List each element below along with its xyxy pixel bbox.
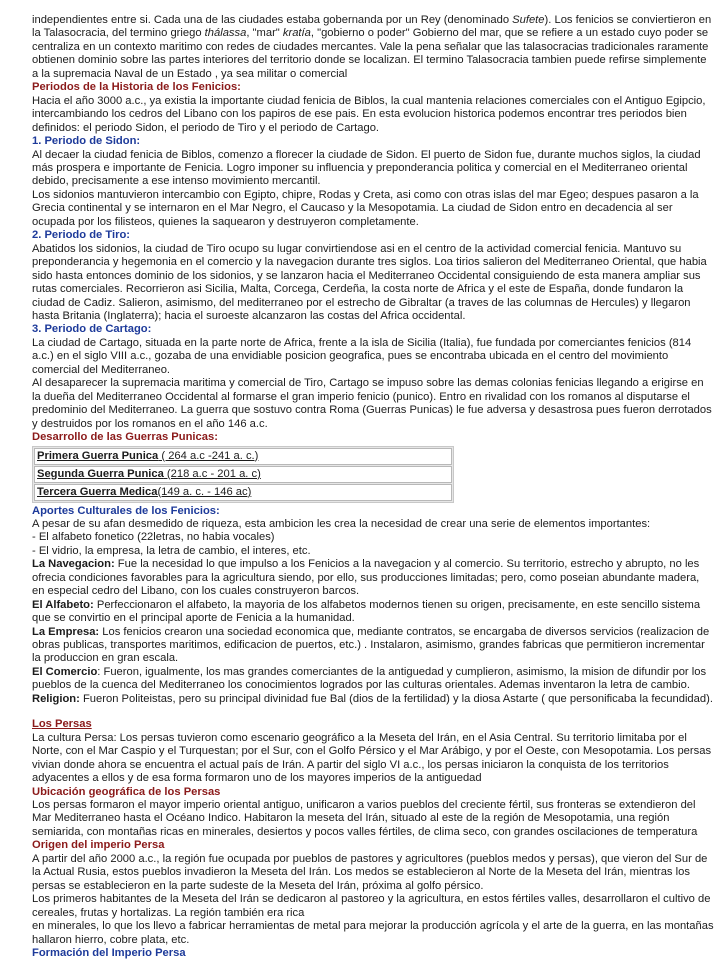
guerra-name: Tercera Guerra Medica xyxy=(37,485,158,498)
cartago-paragraph-1: La ciudad de Cartago, situada en la parte norte de Africa, frente a la isla de Sicilia (Italia), fue fundada por comerciantes fenicios (814 a.c.) en el siglo VIII a.c., gozaba de una envidiable posicion geografica, pues se encontraba ubicada en el centro del movimiento comercial del Mediterraneo. xyxy=(32,336,692,376)
persas-paragraph: La cultura Persa: Los persas tuvieron como escenario geográfico a la Meseta del Irán, en el Asia Central. Su territorio limitaba por el Norte, con el Mar Caspio y el Turquestan; por el Sur, con el Golfo Pérsico y el Mar Arábigo, y por el Oeste, con Mesopotamia. Los persas vivian donde ahora se encuentra el actual país de Irán. A partir del siglo VI a.c., los persas iniciaron la conquista de los territorios adyacentes a ellos y de esa forma formaron uno de los mayores imperios de la antiguedad xyxy=(32,731,712,785)
origen-paragraph-3: en minerales, lo que los llevo a fabricar herramientas de metal para mejorar la producción agrícola y el arte de la guerra, en las montañas hallaron hierro, cobre plata, etc. xyxy=(32,920,714,946)
formacion-heading: Formación del Imperio Persa xyxy=(32,947,186,959)
origen-paragraph-1: A partir del año 2000 a.c., la región fue ocupada por pueblos de pastores y agricultores (pueblos medos y persas), que vieron del Sur de la Actual Rusia, estos pueblos invadieron la Meseta del Irán. Los medos se establecieron al Norte de la Meseta del Irán, mientras los persas se establecieron en la parte sudeste de la Meseta del Irán, próxima al golfo pérsico. xyxy=(32,852,708,892)
intro-text-1: independientes entre si. Cada una de las ciudades estaba gobernanda por un Rey (denominado xyxy=(32,14,513,26)
empresa-label: La Empresa: xyxy=(32,625,100,638)
guerra-dates: ( 264 a.c -241 a. c.) xyxy=(158,449,259,462)
sufete-term: Sufete xyxy=(512,14,545,26)
thalassa-term: thálassa xyxy=(204,27,247,40)
guerras-table xyxy=(32,446,454,503)
cartago-heading: 3. Periodo de Cartago: xyxy=(32,323,152,336)
religion-label: Religion: xyxy=(32,692,80,705)
navegacion-text: Fue la necesidad lo que impulso a los Fenicios a la navegacion y al comercio. Su territorio, estrecho y abrupto, no les ofrecia condiciones favorables para la agricultura siendo, por ello, sus producciones limitadas; pero, como poseian abundante madera, en especial cedro del Libano, con los cuales construyeron barcos. xyxy=(32,558,700,598)
comercio-text: : Fueron, igualmente, los mas grandes comerciantes de la antiguedad y cumplieron, asimismo, la mision de difundir por los pueblos de la cuenca del Mediterraneo los conocimientos logrados por las culturas orientales. Ademas inventaron la letra de cambio. xyxy=(32,665,707,692)
guerra-cell xyxy=(34,484,452,501)
navegacion-label: La Navegacion: xyxy=(32,558,115,571)
ubicacion-paragraph: Los persas formaron el mayor imperio oriental antiguo, unificaron a varios pueblos del creciente fértil, sus fronteras se extendieron del Mar Mediterraneo hasta el Océano Indico. Habitaron la meseta del Irán, situado al este de la región de Mesopotamia, una región semiarida, con montañas ricas en minerales, desiertos y pocos valles fértiles, de clima seco, con grandes oscilaciones de temperatura xyxy=(32,799,698,838)
document-page xyxy=(32,14,714,960)
table-row xyxy=(34,466,452,483)
guerra-cell xyxy=(34,466,452,483)
comercio-label: El Comercio xyxy=(32,665,98,678)
persas-heading: Los Persas xyxy=(32,718,92,731)
guerra-name: Segunda Guerra Punica xyxy=(37,467,164,480)
cartago-paragraph-2: Al desaparecer la supremacia maritima y comercial de Tiro, Cartago se impuso sobre las demas colonias fenicias llegando a erigirse en la dueña del Mediterraneo Occidental al formarse el gran imperio fenicio (punico). Entro en rivalidad con los romanos al disputarse el predominio del Mediterraneo. La guerra que sostuvo contra Roma (Guerras Punicas) le fue adversa y desastrosa pues fueron derrotados y destruidos por los romanos en el año 146 a.c. xyxy=(32,377,712,430)
religion-paragraph xyxy=(32,693,714,706)
aportes-intro: A pesar de su afan desmedido de riqueza, esta ambicion les crea la necesidad de crear una serie de elementos importantes: xyxy=(32,517,651,530)
sidon-paragraph-1: Al decaer la ciudad fenicia de Biblos, comenzo a florecer la ciudade de Sidon. El puerto de Sidon fue, durante muchos siglos, la ciudad más prospera e importante de Fenicia. Logro imponer su influencia y preponderancia politica y comercial en el Mediterraneo oriental debido, precisamente a ese intenso movimiento mercantil. xyxy=(32,148,701,188)
guerra-dates: (218 a.c - 201 a. c) xyxy=(163,467,261,480)
origen-heading: Origen del imperio Persa xyxy=(32,839,165,852)
intro-text-2: ). Los fenicios se conviertieron en la Talasocracia, del termino griego xyxy=(32,14,712,40)
alfabeto-paragraph xyxy=(32,599,714,626)
tiro-paragraph: Abatidos los sidonios, la ciudad de Tiro ocupo su lugar convirtiendose asi en el centro de la actividad comercial fenicia. Mantuvo su preponderancia y hegemonia en el comercio y la navegacion durante tres siglos. Loa tirios salieron del Mediterraneo Oriental, que habia sido hasta entonces dominio de los sidonios, y se lanzaron hacia el Mediterraneo Occidental consiguiendo de esta manera ampliar sus rutas comerciales. Recorrieron asi Sicilia, Malta, Corcega, Cerdeña, la costa norte de Africa y el este de España, donde fundaron la ciudad de Cadiz. Salieron, asimismo, del mediterraneo por el estrecho de Gibraltar (a traves de las columnas de Hercules) y llegaron hasta Britania (Inglaterra); hacia el suroeste alcanzaron las costas del Africa occidental. xyxy=(32,242,707,322)
guerra-name: Primera Guerra Punica xyxy=(37,449,159,462)
alfabeto-text: Perfeccionaron el alfabeto, la mayoria de los alfabetos modernos tienen su origen, precisamente, en este sencillo sistema que se convirtio en el principal aporte de Fenicia a la humanidad. xyxy=(32,598,701,625)
guerras-heading: Desarrollo de las Guerras Punicas: xyxy=(32,431,218,444)
ubicacion-heading: Ubicación geográfica de los Persas xyxy=(32,785,221,798)
aportes-item-1: - El alfabeto fonetico (22letras, no habia vocales) xyxy=(32,531,275,544)
table-row xyxy=(34,448,452,465)
navegacion-paragraph xyxy=(32,558,714,598)
sidon-heading: 1. Periodo de Sidon: xyxy=(32,135,141,148)
aportes-heading: Aportes Culturales de los Fenicios: xyxy=(32,504,220,517)
religion-text: Fueron Politeistas, pero su principal divinidad fue Bal (dios de la fertilidad) y la diosa Astarte ( que personificaba la fecundidad). xyxy=(79,692,713,705)
empresa-paragraph xyxy=(32,626,714,666)
intro-paragraph xyxy=(32,14,714,81)
section-spacer xyxy=(32,706,714,718)
origen-paragraph-2: Los primeros habitantes de la Meseta del Irán se dedicaron al pastoreo y la agricultura, en estos fértiles valles, desarrollaron el cultivo de cereales, frutas y hortalizas. La región también era rica xyxy=(32,893,711,919)
guerra-cell xyxy=(34,448,452,465)
intro-text-4: , "gobierno o poder" Gobierno del mar, que se refiere a un estado cuyo poder se centraliza en un contexto maritimo con redes de ciudades mercantes. Vale la pena señalar que las talasocracias tradicionales raramente obtienen dominio sobre las partes interiores del territorio donde se localizan. El termino Talasocracia tambien puede refirse simplemente a la supremacia Naval de un Estado , ya sea militar o comercial xyxy=(32,27,709,80)
intro-text-3: , "mar" xyxy=(246,27,283,40)
periodos-paragraph: Hacia el año 3000 a.c., ya existia la importante ciudad fenicia de Biblos, la cual mantenia relaciones comerciales con el Antiguo Egipcio, intercambiando los cedros del Libano con los papiros de ese pais. En esta evolucion historica podemos encontrar tres periodos bien definidos: el periodo Sidon, el periodo de Tiro y el periodo de Cartago. xyxy=(32,94,706,134)
table-row xyxy=(34,484,452,501)
periodos-heading: Periodos de la Historia de los Fenicios: xyxy=(32,81,241,94)
kratia-term: kratía xyxy=(282,27,311,40)
aportes-item-2: - El vidrio, la empresa, la letra de cambio, el interes, etc. xyxy=(32,544,311,557)
comercio-paragraph xyxy=(32,666,714,693)
alfabeto-label: El Alfabeto: xyxy=(32,598,94,611)
empresa-text: Los fenicios crearon una sociedad economica que, mediante contratos, se encargaba de diversos servicios (realizacion de obras publicas, transportes maritimos, edificacion de puertos, etc.) . Instalaron, asimismo, grandes fabricas que permitieron incrementar la produccion en gran escala. xyxy=(32,625,710,665)
guerra-dates: (149 a. c. - 146 ac) xyxy=(157,485,252,498)
sidon-paragraph-2: Los sidonios mantuvieron intercambio con Egipto, chipre, Rodas y Creta, asi como con otras islas del mar Egeo; despues pasaron a la Grecia continental y se internaron en el Mar Negro, el Caucaso y la Mesopotamia. La ciudad de Sidon entro en decadencia al ser ocupada por los filisteos, quienes la saquearon y destruyeron completamente. xyxy=(32,188,699,228)
tiro-heading: 2. Periodo de Tiro: xyxy=(32,229,131,242)
